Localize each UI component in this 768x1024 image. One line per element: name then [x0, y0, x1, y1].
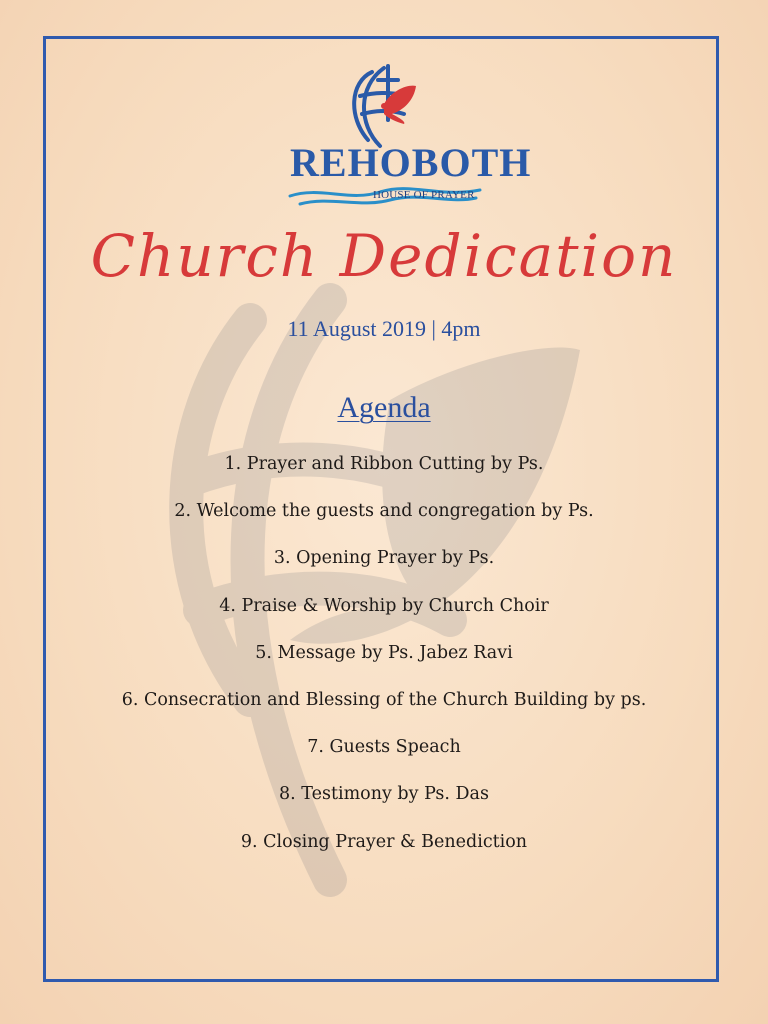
brand-subtitle: HOUSE OF PRAYER: [373, 189, 475, 201]
agenda-item: 3. Opening Prayer by Ps.: [273, 548, 495, 569]
agenda-item: 7. Guests Speach: [307, 737, 461, 758]
agenda-item: 4. Praise & Worship by Church Choir: [219, 595, 549, 616]
page-title: Church Dedication: [90, 222, 678, 290]
agenda-item: 5. Message by Ps. Jabez Ravi: [255, 642, 513, 663]
agenda-item: 8. Testimony by Ps. Das: [279, 784, 489, 805]
agenda-item: 1. Prayer and Ribbon Cutting by Ps.: [224, 454, 544, 474]
agenda-item: 2. Welcome the guests and congregation by Ps.: [174, 501, 594, 522]
brand-name: REHOBOTH: [290, 140, 532, 185]
dove-globe-icon: [280, 62, 532, 210]
agenda-item: 9. Closing Prayer & Benediction: [240, 831, 528, 852]
agenda-item: 6. Consecration and Blessing of the Church Building by ps.: [121, 689, 647, 710]
agenda-list: [60, 449, 708, 874]
agenda-heading: Agenda: [337, 391, 431, 424]
event-date: 11 August 2019 | 4pm: [287, 316, 481, 341]
